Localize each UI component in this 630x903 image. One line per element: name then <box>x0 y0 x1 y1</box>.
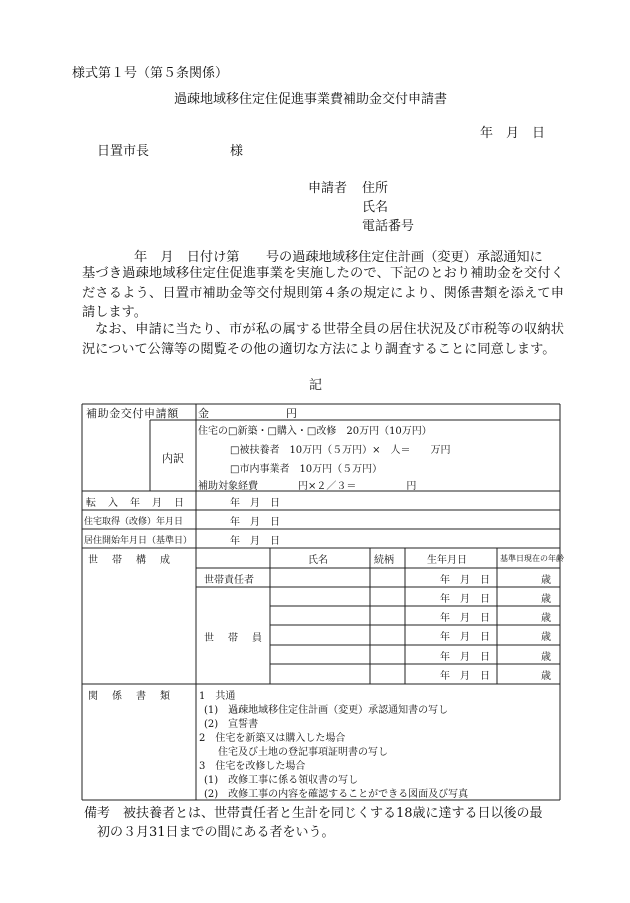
row-1-age: 歳 <box>541 575 551 586</box>
col-relation-header: 続柄 <box>374 555 394 566</box>
acquisition-date-label: 住宅取得（改修）年月日 <box>84 517 184 527</box>
amount-unit: 円 <box>286 407 297 420</box>
note-line-2: 初の３月31日までの間にある者をいう。 <box>97 825 335 840</box>
documents-item: (2) 改修工事の内容を確認することができる図面及び写真 <box>204 789 469 800</box>
acquisition-date-value: 年 月 日 <box>230 517 280 528</box>
col-age-header: 基準日現在の年齢 <box>500 554 564 563</box>
row-5-birth: 年 月 日 <box>440 652 490 663</box>
row-6-birth: 年 月 日 <box>440 671 490 682</box>
row-2-age: 歳 <box>541 594 551 605</box>
household-head-label: 世帯責任者 <box>204 575 254 586</box>
paragraph-1-continued: 基づき過疎地域移住定住促進事業を実施したので、下記のとおり補助金を交付くださるよう、日置市補助金等交付規則第４条の規定により、関係書類を添えて申請します。 <box>82 266 564 320</box>
documents-item: 1 共通 <box>199 691 236 702</box>
paragraph-1-first-line: 年 月 日付け第 号の過疎地域移住定住計画（変更）承認通知に <box>134 250 543 265</box>
honorific: 様 <box>230 144 244 159</box>
breakdown-dependents: □被扶養者 10万円（５万円）× 人＝ 万円 <box>230 445 451 456</box>
addressee: 日置市長 <box>97 144 150 159</box>
col-name-header: 氏名 <box>308 555 328 566</box>
documents-item: (2) 宣誓書 <box>204 719 259 730</box>
row-1-birth: 年 月 日 <box>440 575 490 586</box>
breakdown-local-contractor: □市内事業者 10万円（５万円） <box>230 464 383 475</box>
amount-prefix: 金 <box>198 407 209 420</box>
row-6-age: 歳 <box>541 671 551 682</box>
amount-label: 補助金交付申請額 <box>86 407 179 420</box>
documents-item: (1) 改修工事に係る領収書の写し <box>204 775 359 786</box>
residence-start-label: 居住開始年月日（基準日） <box>84 536 193 546</box>
documents-label: 関 係 書 類 <box>88 691 172 702</box>
note-line-1: 備考 被扶養者とは、世帯責任者と生計を同じくする18歳に達する日以後の最 <box>84 806 543 821</box>
applicant-address-label: 住所 <box>362 181 389 196</box>
breakdown-label: 内訳 <box>162 452 184 465</box>
breakdown-housing: 住宅の□新築・□購入・□改修 20万円（10万円） <box>198 426 432 437</box>
document-title: 過疎地域移住定住促進事業費補助金交付申請書 <box>174 92 448 107</box>
breakdown-eligible-cost: 補助対象経費 円×２／３＝ 円 <box>198 481 417 492</box>
row-3-age: 歳 <box>541 613 551 624</box>
row-5-age: 歳 <box>541 652 551 663</box>
applicant-phone-label: 電話番号 <box>362 219 415 234</box>
row-4-age: 歳 <box>541 632 551 643</box>
household-label: 世 帯 構 成 <box>88 555 172 566</box>
documents-item: 住宅及び土地の登記事項証明書の写し <box>218 747 388 758</box>
residence-start-value: 年 月 日 <box>230 536 280 547</box>
move-in-date-value: 年 月 日 <box>230 498 280 509</box>
row-4-birth: 年 月 日 <box>440 632 490 643</box>
ki-heading: 記 <box>309 378 323 393</box>
documents-item: 2 住宅を新築又は購入した場合 <box>199 733 346 744</box>
documents-item: (1) 過疎地域移住定住計画（変更）承認通知書の写し <box>204 705 449 716</box>
applicant-label: 申請者 <box>308 181 348 196</box>
row-3-birth: 年 月 日 <box>440 613 490 624</box>
row-2-birth: 年 月 日 <box>440 594 490 605</box>
form-number: 様式第１号（第５条関係） <box>72 66 229 81</box>
documents-item: 3 住宅を改修した場合 <box>199 761 306 772</box>
household-member-label: 世 帯 員 <box>204 633 264 644</box>
move-in-date-label: 転 入 年 月 日 <box>86 498 185 509</box>
paragraph-2: なお、申請に当たり、市が私の属する世帯全員の居住状況及び市税等の収納状況について公簿等の閲覧その他の適切な方法により調査することに同意します。 <box>82 322 564 357</box>
applicant-name-label: 氏名 <box>362 200 389 215</box>
date-field: 年 月 日 <box>480 126 546 141</box>
col-birth-header: 生年月日 <box>427 555 467 566</box>
